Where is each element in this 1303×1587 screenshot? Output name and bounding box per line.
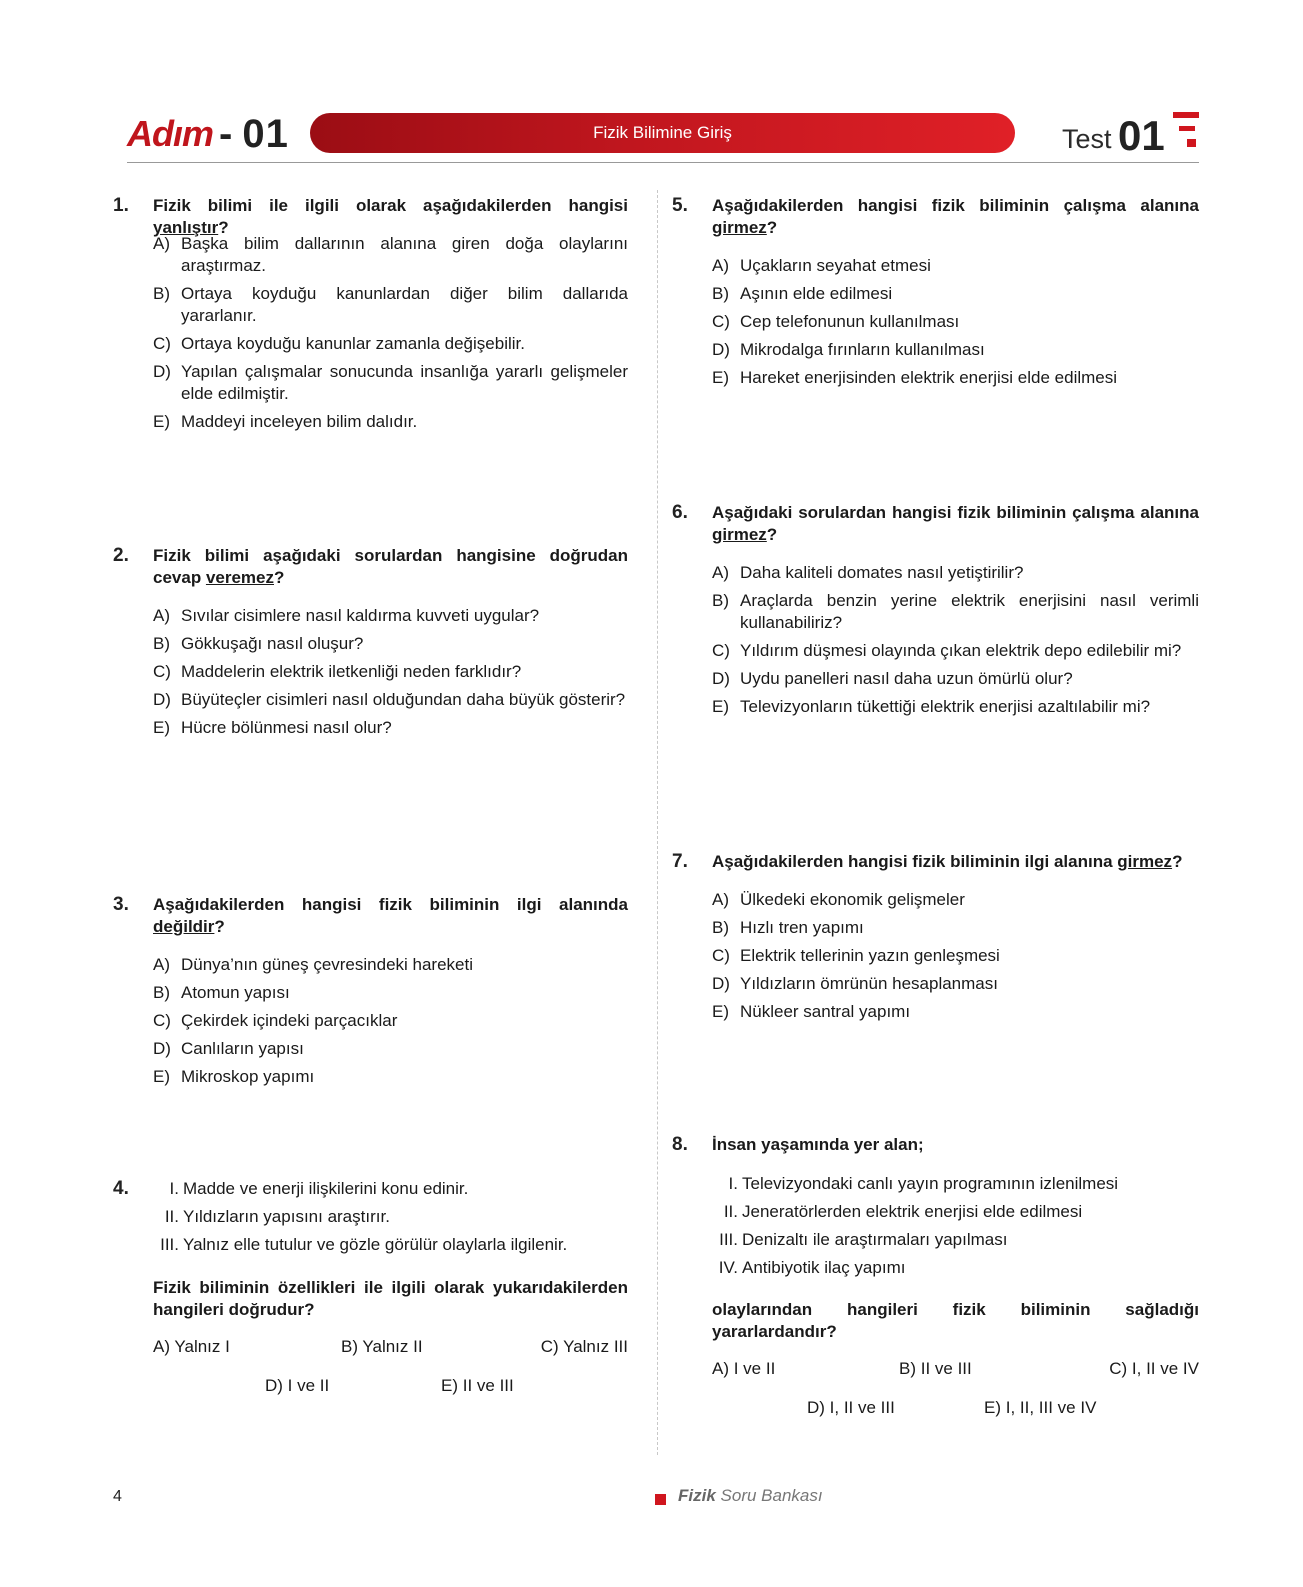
test-number: 01 xyxy=(1118,112,1165,159)
question-number: 2. xyxy=(113,545,129,566)
question-number: 8. xyxy=(672,1134,688,1155)
test-label: Test xyxy=(1062,124,1112,154)
option-e[interactable]: E) Nükleer santral yapımı xyxy=(712,1002,911,1021)
option-b[interactable]: B) Aşının elde edilmesi xyxy=(712,284,893,303)
option-b[interactable]: B) Gökkuşağı nasıl oluşur? xyxy=(153,634,364,653)
question-number: 3. xyxy=(113,894,129,915)
answer-e[interactable]: E) II ve III xyxy=(441,1376,514,1395)
option-list xyxy=(153,233,628,439)
option-c[interactable]: C) Yıldırım düşmesi olayında çıkan elektrik depo edilebilir mi? xyxy=(712,641,1182,660)
option-b[interactable]: B) Hızlı tren yapımı xyxy=(712,918,864,937)
answer-e[interactable]: E) I, II, III ve IV xyxy=(984,1398,1097,1417)
option-list xyxy=(153,605,628,745)
question-number: 6. xyxy=(672,502,688,523)
statement-2: II. Jeneratörlerden elektrik enerjisi elde edilmesi xyxy=(723,1202,1083,1221)
option-d[interactable]: D) Uydu panelleri nasıl daha uzun ömürlü olur? xyxy=(712,669,1073,688)
option-list xyxy=(712,889,1199,1029)
statement-3: III. Yalnız elle tutulur ve gözle görülür olaylarla ilgilenir. xyxy=(160,1235,568,1254)
question-stem: Fizik bilimi ile ilgili olarak aşağıdakilerden hangisi yanlıştır? xyxy=(153,196,628,237)
statement-1: I. Madde ve enerji ilişkilerini konu edinir. xyxy=(169,1179,469,1198)
statement-1: I. Televizyondaki canlı yayın programının izlenilmesi xyxy=(728,1174,1119,1193)
question-number: 4. xyxy=(113,1178,129,1199)
question-stem: Fizik bilimi aşağıdaki sorulardan hangisine doğrudan cevap veremez? xyxy=(153,546,628,587)
question-stem: Aşağıdakilerden hangisi fizik biliminin çalışma alanına girmez? xyxy=(712,196,1199,237)
question-number: 5. xyxy=(672,195,688,216)
option-e[interactable]: E) Maddeyi inceleyen bilim dalıdır. xyxy=(153,412,418,431)
option-e[interactable]: E) Hücre bölünmesi nasıl olur? xyxy=(153,718,392,737)
option-b[interactable]: B) Ortaya koyduğu kanunlardan diğer bilim dallarıda yararlanır. xyxy=(153,284,628,325)
option-c[interactable]: C) Elektrik tellerinin yazın genleşmesi xyxy=(712,946,1000,965)
question-stem: Aşağıdakilerden hangisi fizik biliminin ilgi alanında değildir? xyxy=(153,895,628,936)
statement-list xyxy=(712,1173,1199,1285)
option-a[interactable]: A) Sıvılar cisimlere nasıl kaldırma kuvveti uygular? xyxy=(153,606,540,625)
option-a[interactable]: A) Başka bilim dallarının alanına giren doğa olaylarını araştırmaz. xyxy=(153,234,628,275)
answer-b[interactable]: B) II ve III xyxy=(899,1359,972,1378)
option-b[interactable]: B) Atomun yapısı xyxy=(153,983,290,1002)
answer-row-2 xyxy=(153,1375,628,1397)
option-d[interactable]: D) Mikrodalga fırınların kullanılması xyxy=(712,340,985,359)
option-a[interactable]: A) Daha kaliteli domates nasıl yetiştirilir? xyxy=(712,563,1024,582)
answer-row-1 xyxy=(153,1336,628,1358)
column-divider xyxy=(657,190,658,1455)
test-logo-icon xyxy=(1173,112,1199,152)
answer-row-1 xyxy=(712,1358,1199,1380)
question-4 xyxy=(113,1178,628,1418)
answer-row-2 xyxy=(712,1397,1199,1419)
option-a[interactable]: A) Dünya’nın güneş çevresindeki hareketi xyxy=(153,955,474,974)
option-b[interactable]: B) Araçlarda benzin yerine elektrik enerjisini nasıl verimli kullanabiliriz? xyxy=(712,591,1199,632)
answer-d[interactable]: D) I, II ve III xyxy=(807,1398,895,1417)
question-8 xyxy=(672,1134,1199,1434)
option-list xyxy=(153,954,628,1094)
question-stem: Aşağıdaki sorulardan hangisi fizik biliminin çalışma alanına girmez? xyxy=(712,503,1199,544)
statement-3: III. Denizaltı ile araştırmaları yapılması xyxy=(719,1230,1008,1249)
statement-list xyxy=(153,1178,628,1262)
page-header xyxy=(0,0,1303,165)
option-c[interactable]: C) Ortaya koyduğu kanunlar zamanla değişebilir. xyxy=(153,334,525,353)
question-prompt: Fizik biliminin özellikleri ile ilgili olarak yukarıdakilerden hangileri doğrudur? xyxy=(153,1278,628,1319)
page-number: 4 xyxy=(113,1488,122,1505)
answer-d[interactable]: D) I ve II xyxy=(265,1376,330,1395)
header-rule xyxy=(127,162,1199,163)
option-a[interactable]: A) Uçakların seyahat etmesi xyxy=(712,256,931,275)
answer-c[interactable]: C) Yalnız III xyxy=(540,1337,628,1356)
option-e[interactable]: E) Televizyonların tükettiği elektrik enerjisi azaltılabilir mi? xyxy=(712,697,1151,716)
answer-a[interactable]: A) Yalnız I xyxy=(153,1337,230,1356)
option-list xyxy=(712,255,1199,395)
question-number: 7. xyxy=(672,851,688,872)
question-prompt: olaylarından hangileri fizik biliminin sağladığı yararlardandır? xyxy=(712,1300,1199,1341)
option-e[interactable]: E) Hareket enerjisinden elektrik enerjisi elde edilmesi xyxy=(712,368,1118,387)
banner-title: Fizik Bilimine Giriş xyxy=(593,123,732,142)
option-d[interactable]: D) Yapılan çalışmalar sonucunda insanlığa yararlı gelişmeler elde edilmiştir. xyxy=(153,362,628,403)
answer-c[interactable]: C) I, II ve IV xyxy=(1109,1359,1199,1378)
footer-brand xyxy=(678,1486,823,1506)
option-c[interactable]: C) Maddelerin elektrik iletkenliği neden farklıdır? xyxy=(153,662,522,681)
option-d[interactable]: D) Canlıların yapısı xyxy=(153,1039,304,1058)
option-d[interactable]: D) Yıldızların ömrünün hesaplanması xyxy=(712,974,998,993)
footer-square-icon xyxy=(655,1494,666,1505)
option-a[interactable]: A) Ülkedeki ekonomik gelişmeler xyxy=(712,890,965,909)
statement-4: IV. Antibiyotik ilaç yapımı xyxy=(718,1258,906,1277)
option-d[interactable]: D) Büyüteçler cisimleri nasıl olduğundan daha büyük gösterir? xyxy=(153,690,626,709)
question-stem: Aşağıdakilerden hangisi fizik biliminin ilgi alanına girmez? xyxy=(712,852,1183,871)
option-c[interactable]: C) Çekirdek içindeki parçacıklar xyxy=(153,1011,398,1030)
adim-logo xyxy=(127,112,289,156)
option-e[interactable]: E) Mikroskop yapımı xyxy=(153,1067,315,1086)
footer-brand-bold: Fizik xyxy=(678,1486,716,1505)
topic-banner xyxy=(310,113,1015,153)
question-number: 1. xyxy=(113,195,129,216)
question-stem: İnsan yaşamında yer alan; xyxy=(712,1135,924,1154)
option-list xyxy=(712,562,1199,724)
logo-word: Adım xyxy=(127,113,213,154)
option-c[interactable]: C) Cep telefonunun kullanılması xyxy=(712,312,960,331)
answer-a[interactable]: A) I ve II xyxy=(712,1359,776,1378)
logo-dash: - xyxy=(219,111,233,156)
answer-b[interactable]: B) Yalnız II xyxy=(341,1337,423,1356)
statement-2: II. Yıldızların yapısını araştırır. xyxy=(164,1207,390,1226)
footer-brand-rest: Soru Bankası xyxy=(715,1486,823,1505)
logo-number: 01 xyxy=(242,111,289,156)
